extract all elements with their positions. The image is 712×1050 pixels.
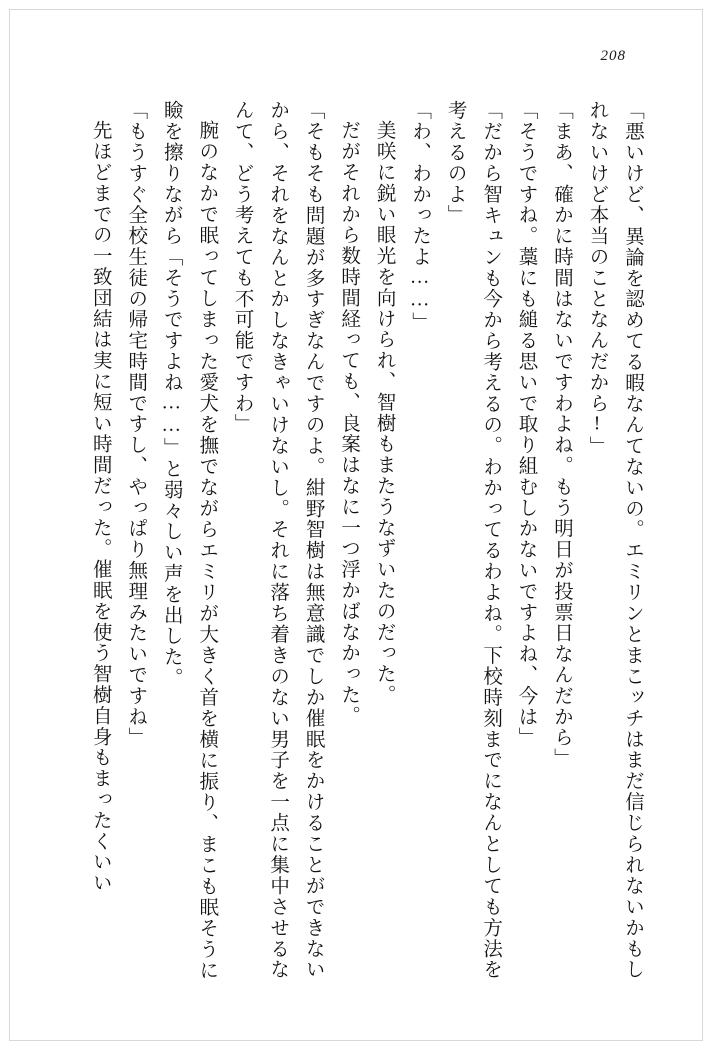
paragraph: 「悪いけど、異論を認めてる暇なんてないの。エミリンとまこッチはまだ信じられないかもしれないけど本当のことなんだから!」 <box>586 100 643 980</box>
page-body-text <box>60 100 650 980</box>
page-number: 208 <box>600 48 626 64</box>
paragraph: だがそれから数時間経っても、良案はなに一つ浮かばなかった。 <box>338 119 360 726</box>
paragraph: 「わ、わかったよ……」 <box>409 100 431 333</box>
paragraph: 「そうですね。藁にも縋る思いで取り組むしかないですよね、今は」 <box>515 100 537 748</box>
paragraph: 「もうすぐ全校生徒の帰宅時間ですし、やっぱり無理みたいですね」 <box>125 100 147 748</box>
paragraph: 「だから智キュンも今から考えるの。わかってるわよね。下校時刻までになんとしても方法を考えるのよ」 <box>444 100 502 980</box>
paragraph: 腕のなかで眠ってしまった愛犬を撫でながらエミリが大きく首を横に振り、まこも眠そうに瞼を擦りながら「そうですよね……」と弱々しい声を出した。 <box>160 100 218 980</box>
paragraph: 先ほどまでの一致団結は実に短い時間だった。催眠を使う智樹自身もまったくいい <box>89 119 111 893</box>
paragraph: 「そもそも問題が多すぎなんですのよ。紺野智樹は無意識でしか催眠をかけることができないから、それをなんとかしなきゃいけないし。それに落ち着きのない男子を一点に集中させるなんて、どう考えても不可能ですわ」 <box>231 100 324 980</box>
paragraph: 美咲に鋭い眼光を向けられ、智樹もまたうなずいたのだった。 <box>373 119 395 705</box>
paragraph: 「まあ、確かに時間はないですわよね。もう明日が投票日なんだから」 <box>551 100 573 769</box>
